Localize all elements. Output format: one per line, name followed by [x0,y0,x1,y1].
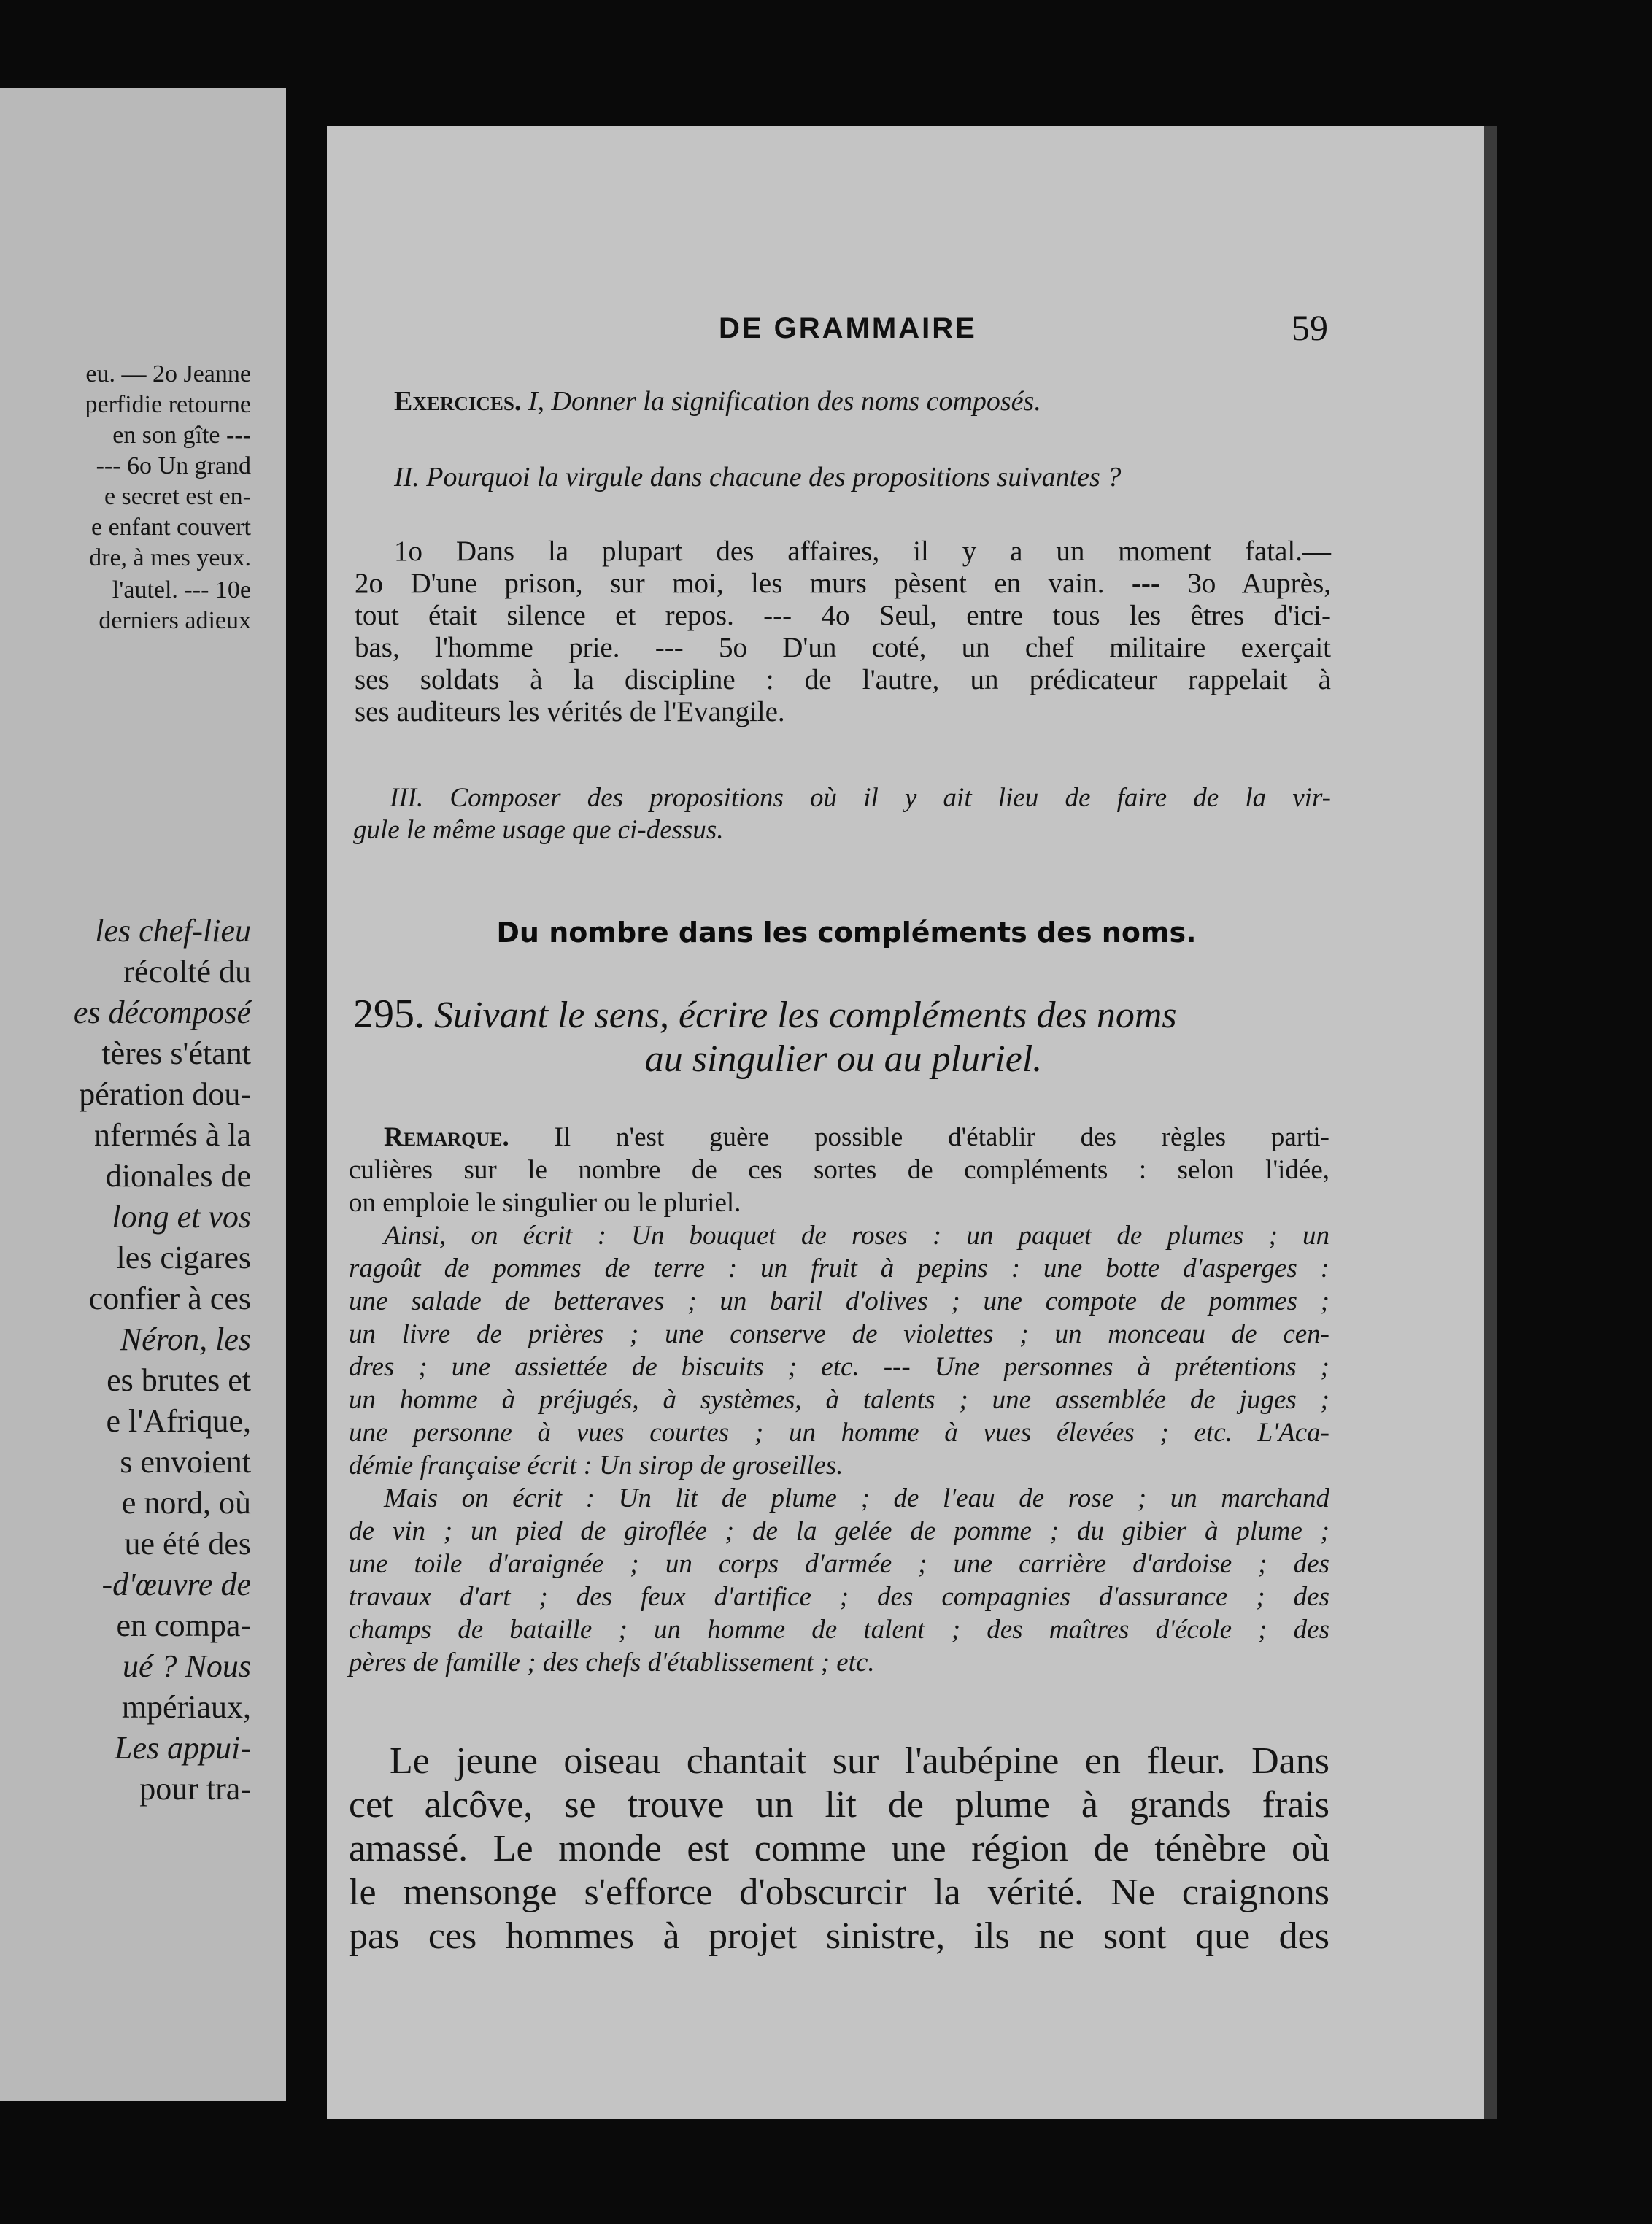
remarque-line: travaux d'art ; des feux d'artifice ; des compagnies d'assurance ; des [349,1582,1329,1612]
remarque-line: Ainsi, on écrit : Un bouquet de roses : un paquet de plumes ; un [384,1221,1329,1251]
left-page-line: es décomposé [73,995,251,1030]
exercises-label: Exercices. [394,386,522,417]
exercise-i [394,385,1335,417]
left-page-line: dre, à mes yeux. [89,544,251,571]
left-page-line: e nord, où [121,1485,251,1521]
remarque-line: dres ; une assiettée de biscuits ; etc. --- Une personnes à prétentions ; [349,1352,1329,1382]
passage-line: Le jeune oiseau chantait sur l'aubépine en fleur. Dans [390,1740,1329,1782]
remarque-line: pères de famille ; des chefs d'établissement ; etc. [349,1648,875,1677]
remarque-first-line [349,1121,1329,1154]
page-number: 59 [1292,307,1328,348]
left-page-line: -d'œuvre de [101,1567,251,1602]
left-page-line: long et vos [112,1199,251,1235]
remarque-line: on emploie le singulier ou le pluriel. [349,1188,741,1218]
remarque-line: démie française écrit : Un sirop de groseilles. [349,1451,844,1480]
exercise-i-text: I, Donner la signification des noms composés. [528,386,1041,417]
remarque-line: un homme à préjugés, à systèmes, à talents ; une assemblée de juges ; [349,1385,1329,1415]
passage-line: le mensonge s'efforce d'obscurcir la vérité. Ne craignons [349,1872,1329,1913]
passage-line: pas ces hommes à projet sinistre, ils ne sont que des [349,1915,1329,1957]
remarque-line: une toile d'araignée ; un corps d'armée ; une carrière d'ardoise ; des [349,1549,1329,1579]
sentence-line: bas, l'homme prie. --- 5o D'un coté, un chef militaire exerçait [355,632,1331,663]
left-page-line: en compa- [116,1607,251,1643]
sentence-line: 2o D'une prison, sur moi, les murs pèsent en vain. --- 3o Auprès, [355,568,1331,599]
left-page-line: l'autel. --- 10e [112,576,251,603]
remarque-line: un livre de prières ; une conserve de violettes ; un monceau de cen- [349,1319,1329,1349]
exercise-sentences [355,536,1331,728]
left-page-line: en son gîte --- [112,422,251,449]
passage-line: amassé. Le monde est comme une région de ténèbre où [349,1828,1329,1869]
section-title: Du nombre dans les compléments des noms. [496,916,1197,949]
exercise-title-line: Suivant le sens, écrire les compléments des noms [434,995,1177,1036]
left-page-line: les chef-lieu [95,913,251,949]
left-page-line: pour tra- [139,1771,251,1807]
exercise-passage [349,1740,1329,1958]
remarque-line: champs de bataille ; un homme de talent ; des maîtres d'école ; des [349,1615,1329,1645]
remarque-line: culières sur le nombre de ces sortes de compléments : selon l'idée, [349,1155,1329,1185]
left-page-line: derniers adieux [99,607,251,634]
left-page-line: --- 6o Un grand [96,452,251,479]
left-page-line: perfidie retourne [85,391,251,418]
left-page-line: nfermés à la [94,1117,251,1153]
left-page-line: s envoient [120,1444,251,1480]
exercise-number: 295. [353,992,425,1037]
sentence-line: ses soldats à la discipline : de l'autre, un prédicateur rappelait à [355,664,1331,695]
page-edge-shadow [1484,126,1497,2119]
left-page-line: tères s'étant [101,1035,251,1071]
left-page-line: eu. — 2o Jeanne [85,360,251,387]
remarque-line: une personne à vues courtes ; un homme à vues élevées ; etc. L'Aca- [349,1418,1329,1448]
exercise-title-line: au singulier ou au pluriel. [644,1038,1043,1080]
left-page-line: e enfant couvert [91,514,251,541]
left-page-line: e l'Afrique, [106,1403,251,1439]
left-page-line: es brutes et [107,1362,251,1398]
left-page-line: récolté du [123,954,251,989]
exercise-ii-text: II. Pourquoi la virgule dans chacune des propositions suivantes ? [394,462,1122,493]
remarque-line: Il n'est guère possible d'établir des règles parti- [554,1122,1329,1152]
exercise-iii-line: gule le même usage que ci-dessus. [353,815,724,845]
left-page-line: les cigares [116,1240,251,1275]
remarque-line: Mais on écrit : Un lit de plume ; de l'eau de rose ; un marchand [384,1483,1329,1513]
left-page-line: mpériaux, [121,1689,251,1725]
sentence-line: 1o Dans la plupart des affaires, il y a un moment fatal.— [394,536,1331,567]
exercise-295-title [353,992,1334,1081]
left-page-line: ue été des [124,1526,251,1561]
left-page-line: e secret est en- [104,483,251,510]
exercise-ii [394,461,1335,493]
remarque-block [349,1121,1329,1679]
sentence-line: tout était silence et repos. --- 4o Seul, entre tous les êtres d'ici- [355,600,1331,631]
left-page-line: confier à ces [88,1281,251,1316]
remarque-line: une salade de betteraves ; un baril d'olives ; une compote de pommes ; [349,1286,1329,1316]
remarque-line: de vin ; un pied de giroflée ; de la gelée de pomme ; du gibier à plume ; [349,1516,1329,1546]
left-facing-page [0,88,286,2101]
left-page-line: Les appui- [115,1730,251,1766]
passage-line: cet alcôve, se trouve un lit de plume à grands frais [349,1784,1329,1826]
left-page-line: pération dou- [79,1076,251,1112]
remarque-line: ragoût de pommes de terre : un fruit à pepins : une botte d'asperges : [349,1254,1329,1283]
left-page-line: dionales de [105,1158,251,1194]
running-head: DE GRAMMAIRE [719,312,977,344]
remarque-label: Remarque. [384,1122,509,1152]
left-page-line: Néron, les [120,1321,251,1357]
exercise-iii-line: III. Composer des propositions où il y ait lieu de faire de la vir- [390,783,1331,813]
sentence-line: ses auditeurs les vérités de l'Evangile. [355,696,785,727]
exercise-iii [353,782,1331,846]
left-page-line: ué ? Nous [123,1648,251,1684]
